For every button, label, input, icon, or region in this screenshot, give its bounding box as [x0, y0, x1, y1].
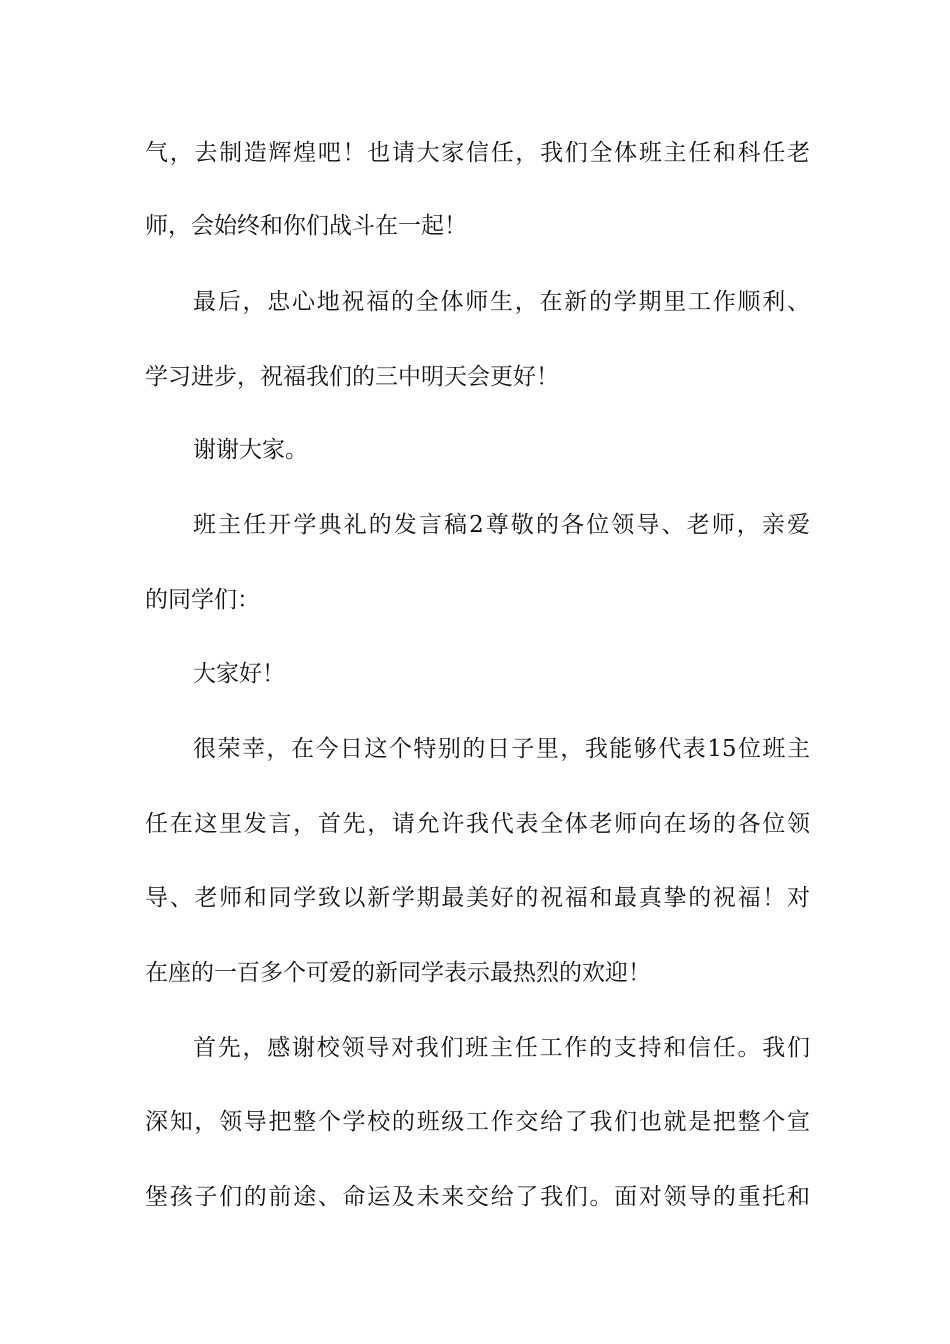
text-line: 的同学们： [145, 587, 260, 613]
text-line: 任在这里发言，首先，请允许我代表全体老师向在场的各位领 [145, 811, 810, 837]
text-line: 首先，感谢校领导对我们班主任工作的支持和信任。我们 [193, 1035, 810, 1061]
text-line: 导、老师和同学致以新学期最美好的祝福和最真挚的祝福！对 [145, 885, 810, 911]
text-line: 学习进步，祝福我们的三中明天会更好！ [145, 364, 559, 390]
text-line: 班主任开学典礼的发言稿2尊敬的各位领导、老师，亲爱 [193, 512, 810, 538]
text-line: 最后，忠心地祝福的全体师生，在新的学期里工作顺利、 [193, 289, 810, 315]
text-line: 大家好！ [193, 661, 285, 687]
text-line: 深知，领导把整个学校的班级工作交给了我们也就是把整个宣 [145, 1109, 810, 1135]
text-line: 谢谢大家。 [193, 437, 308, 463]
text-line: 气，去制造辉煌吧！也请大家信任，我们全体班主任和科任老 [145, 140, 810, 166]
text-line: 师，会始终和你们战斗在一起！ [145, 213, 467, 239]
text-line: 很荣幸，在今日这个特别的日子里，我能够代表15位班主 [193, 736, 810, 762]
text-line: 堡孩子们的前途、命运及未来交给了我们。面对领导的重托和 [145, 1184, 810, 1210]
text-line: 在座的一百多个可爱的新同学表示最热烈的欢迎！ [145, 960, 651, 986]
